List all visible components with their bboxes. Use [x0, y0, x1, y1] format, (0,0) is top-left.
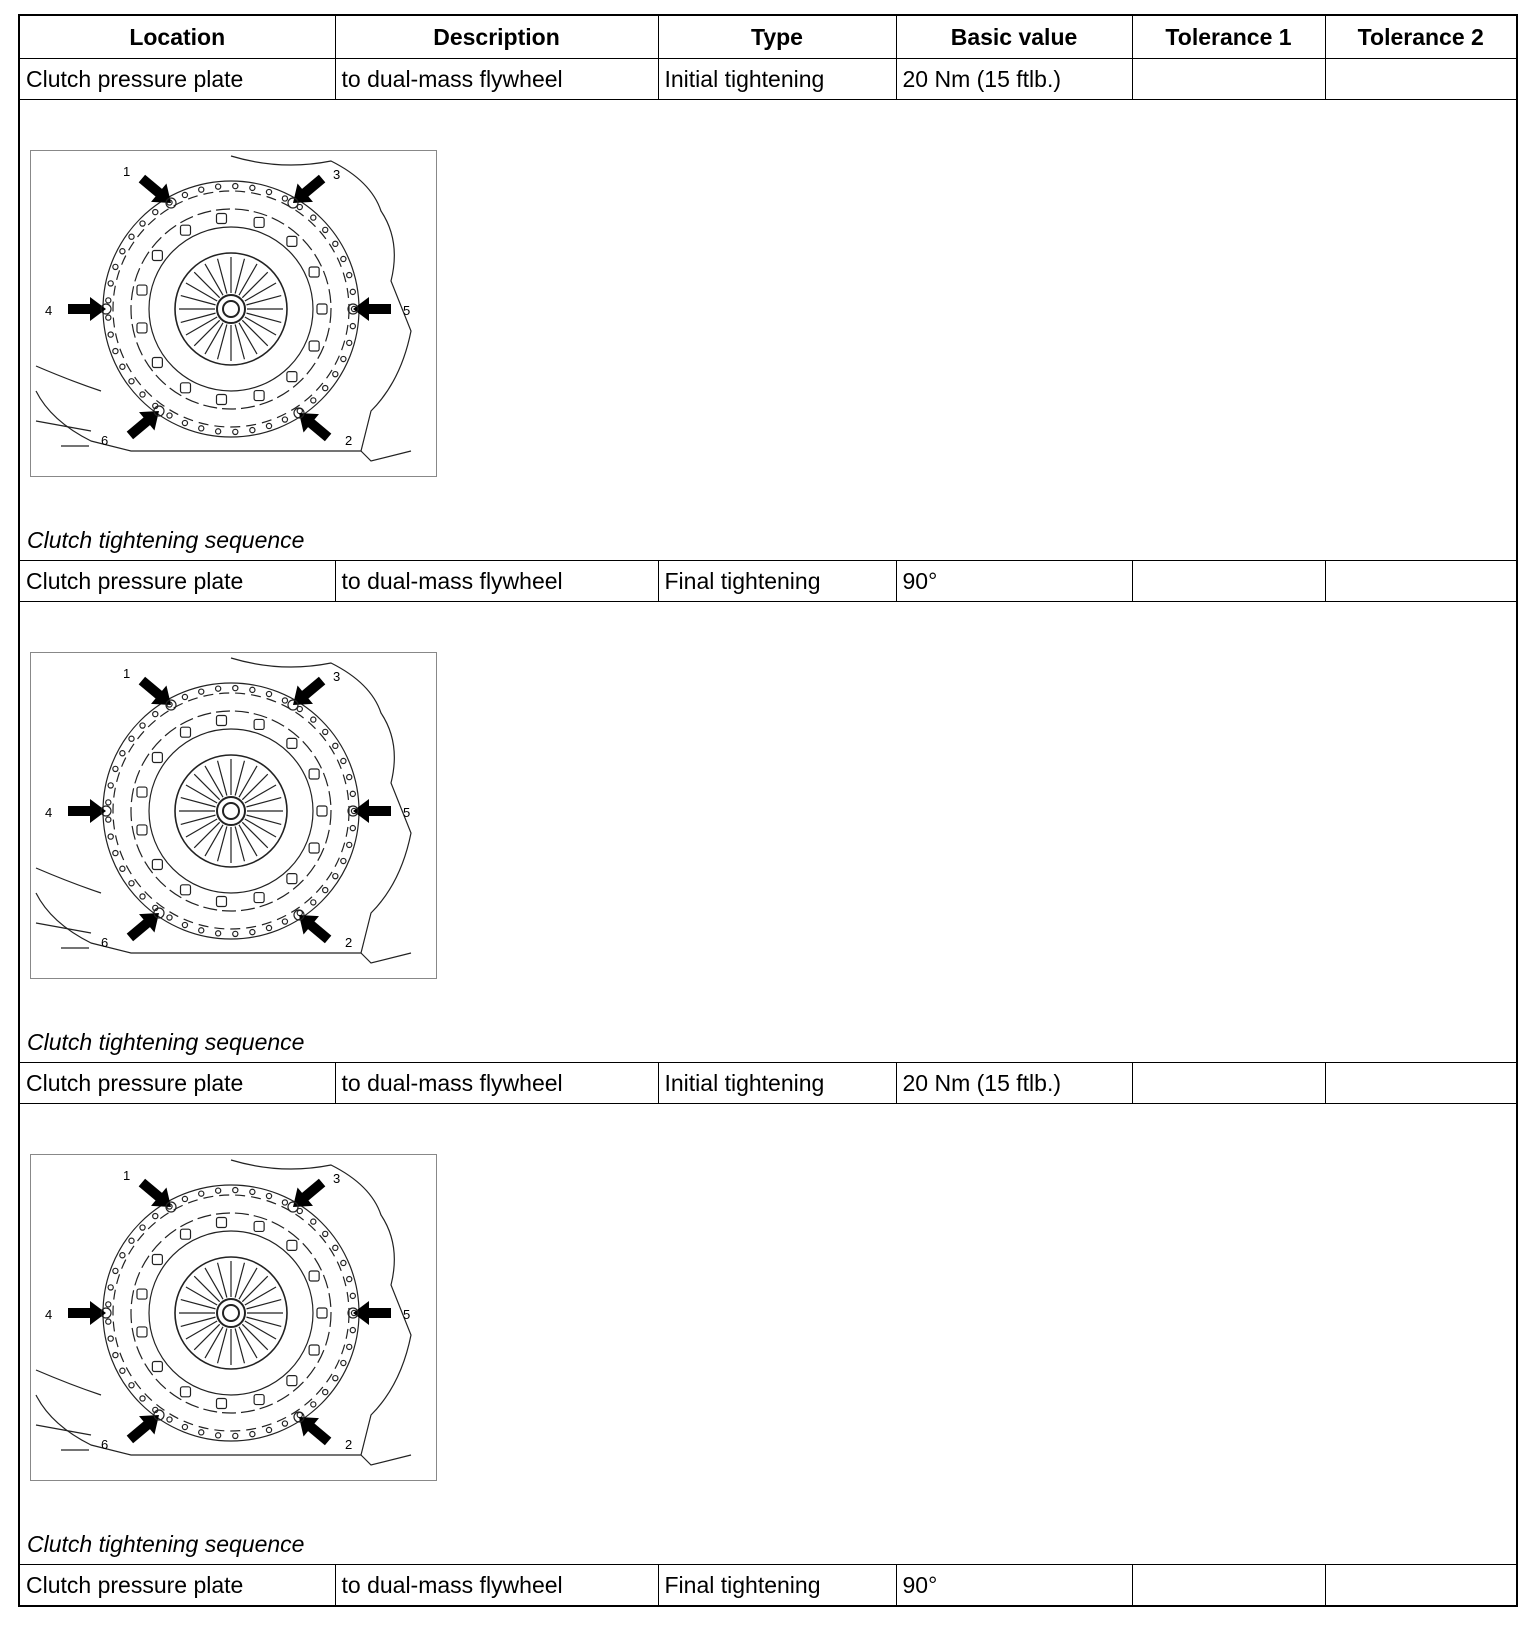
rim-hole [129, 1383, 134, 1388]
arrow-shape [291, 404, 336, 447]
figure-cell [19, 602, 1517, 1063]
rim-hole [350, 791, 355, 796]
cell-description: to dual-mass flywheel [335, 1063, 658, 1104]
table-row [19, 1063, 1517, 1104]
slot [152, 1255, 162, 1265]
plate-ring [149, 1231, 313, 1395]
diaphragm-finger [242, 822, 267, 847]
arrow-shape [122, 904, 167, 947]
slot [309, 341, 319, 351]
bolt-sequence-label: 4 [45, 303, 53, 318]
rim-hole [333, 743, 338, 748]
figure-row [19, 1104, 1517, 1565]
arrow-shape [68, 799, 106, 823]
slot [254, 893, 264, 903]
bolt-sequence-label: 2 [345, 1437, 353, 1452]
slot [181, 383, 191, 393]
slot [287, 1240, 297, 1250]
plate-ring [131, 1213, 331, 1413]
cell-tolerance-2 [1325, 1063, 1517, 1104]
rim-hole [250, 185, 255, 190]
clutch-diagram [30, 150, 437, 477]
rim-hole [199, 426, 204, 431]
bolt-arrow-icon [122, 1406, 167, 1449]
cell-basic-value: 90° [896, 561, 1132, 602]
cell-location: Clutch pressure plate [19, 59, 335, 100]
bolt-icon [288, 198, 298, 208]
clutch-drawing [31, 653, 436, 978]
arrow-shape [134, 671, 179, 714]
figure-caption: Clutch tightening sequence [27, 1531, 305, 1557]
diaphragm-finger [194, 1324, 219, 1349]
rim-hole [140, 1225, 145, 1230]
arrow-shape [68, 1301, 106, 1325]
arrow-shape [291, 906, 336, 949]
bolt-sequence-label: 3 [333, 1171, 341, 1186]
rim-hole [266, 1427, 271, 1432]
slot [137, 285, 147, 295]
cell-type: Final tightening [658, 561, 896, 602]
rim-hole [182, 420, 187, 425]
rim-hole [182, 1424, 187, 1429]
slot [181, 1387, 191, 1397]
rim-hole [311, 900, 316, 905]
bolt-arrow-icon [122, 402, 167, 445]
figure-row [19, 602, 1517, 1063]
header-description: Description [335, 15, 658, 59]
rim-hole [199, 928, 204, 933]
cell-basic-value: 20 Nm (15 ftlb.) [896, 1063, 1132, 1104]
slot [137, 825, 147, 835]
slot [216, 1399, 226, 1409]
plate-ring [131, 209, 331, 409]
hub-inner [223, 803, 239, 819]
rim-hole [350, 826, 355, 831]
rim-hole [113, 1352, 118, 1357]
slot [152, 753, 162, 763]
rim-hole [333, 241, 338, 246]
figure-row [19, 100, 1517, 561]
rim-hole [333, 1245, 338, 1250]
rim-hole [182, 922, 187, 927]
slot [216, 897, 226, 907]
rim-hole [106, 800, 111, 805]
figure-cell [19, 1104, 1517, 1565]
rim-hole [323, 385, 328, 390]
rim-hole [120, 1253, 125, 1258]
rim-hole [282, 1421, 287, 1426]
slot [152, 357, 162, 367]
rim-hole [199, 1191, 204, 1196]
cell-location: Clutch pressure plate [19, 1063, 335, 1104]
rim-hole [182, 192, 187, 197]
housing-lines [36, 868, 411, 963]
diaphragm-finger [194, 822, 219, 847]
slot [254, 391, 264, 401]
diaphragm-finger [242, 774, 267, 799]
bolt-arrow-icon [134, 169, 179, 212]
cell-type: Final tightening [658, 1565, 896, 1607]
rim-hole [311, 215, 316, 220]
bolt-sequence-label: 5 [403, 1307, 411, 1322]
rim-hole [250, 930, 255, 935]
plate-ring [149, 729, 313, 893]
rim-hole [216, 1188, 221, 1193]
rim-hole [167, 413, 172, 418]
slot [254, 1221, 264, 1231]
rim-hole [108, 1336, 113, 1341]
rim-hole [282, 1200, 287, 1205]
housing-lines [36, 366, 411, 461]
clutch-diagram [30, 1154, 437, 1481]
rim-hole [113, 1268, 118, 1273]
rim-hole [129, 736, 134, 741]
slot [137, 787, 147, 797]
hub-inner [223, 301, 239, 317]
diaphragm-finger [242, 320, 267, 345]
bolt-sequence-label: 5 [403, 805, 411, 820]
diaphragm-finger [242, 1276, 267, 1301]
diaphragm-finger [242, 272, 267, 297]
slot [152, 251, 162, 261]
bolt-sequence-label: 1 [123, 1168, 131, 1183]
plate-ring [131, 711, 331, 911]
rim-hole [250, 428, 255, 433]
rim-hole [113, 348, 118, 353]
rim-hole [233, 429, 238, 434]
rim-hole [250, 687, 255, 692]
rim-hole [140, 1396, 145, 1401]
rim-hole [323, 729, 328, 734]
bolt-sequence-label: 3 [333, 669, 341, 684]
rim-hole [153, 1213, 158, 1218]
rim-hole [266, 691, 271, 696]
hub-outer [217, 1299, 245, 1327]
slot [137, 1289, 147, 1299]
rim-hole [333, 372, 338, 377]
rim-hole [250, 1432, 255, 1437]
rim-hole [167, 915, 172, 920]
slot [216, 1217, 226, 1227]
bolt-arrow-icon [134, 671, 179, 714]
rim-hole [311, 1219, 316, 1224]
cell-tolerance-1 [1132, 1565, 1325, 1607]
rim-hole [120, 364, 125, 369]
bolt-icon [288, 700, 298, 710]
table-row [19, 1565, 1517, 1607]
rim-hole [199, 689, 204, 694]
rim-hole [167, 1417, 172, 1422]
cell-type: Initial tightening [658, 59, 896, 100]
cell-type: Initial tightening [658, 1063, 896, 1104]
cell-tolerance-2 [1325, 59, 1517, 100]
rim-hole [106, 1302, 111, 1307]
rim-hole [108, 783, 113, 788]
slot [309, 1345, 319, 1355]
rim-hole [216, 184, 221, 189]
rim-hole [266, 925, 271, 930]
rim-hole [250, 1189, 255, 1194]
rim-hole [106, 298, 111, 303]
plate-ring [103, 683, 359, 939]
rim-hole [350, 289, 355, 294]
rim-hole [347, 842, 352, 847]
rim-hole [333, 1376, 338, 1381]
diaphragm-finger [194, 320, 219, 345]
slot [309, 843, 319, 853]
torque-spec-table [18, 14, 1518, 1607]
rim-hole [323, 887, 328, 892]
slot [317, 806, 327, 816]
bolt-sequence-label: 6 [101, 935, 109, 950]
arrow-shape [134, 169, 179, 212]
rim-hole [140, 723, 145, 728]
bolt-arrow-icon [291, 1408, 336, 1451]
rim-hole [199, 187, 204, 192]
rim-hole [108, 1285, 113, 1290]
bolt-arrow-icon [134, 1173, 179, 1216]
rim-hole [113, 766, 118, 771]
rim-hole [108, 332, 113, 337]
rim-hole [216, 686, 221, 691]
rim-hole [106, 315, 111, 320]
slot [181, 1229, 191, 1239]
bolt-arrow-icon [122, 904, 167, 947]
bolt-arrow-icon [68, 799, 106, 823]
rim-hole [341, 356, 346, 361]
housing-lines [36, 1370, 411, 1465]
bolt-sequence-label: 5 [403, 303, 411, 318]
slot [317, 304, 327, 314]
rim-hole [199, 1430, 204, 1435]
bolt-sequence-label: 6 [101, 433, 109, 448]
diaphragm-finger [194, 1276, 219, 1301]
cell-description: to dual-mass flywheel [335, 59, 658, 100]
slot [181, 885, 191, 895]
slot [152, 859, 162, 869]
bolt-sequence-label: 1 [123, 164, 131, 179]
slot [137, 1327, 147, 1337]
bolt-arrow-icon [68, 1301, 106, 1325]
diaphragm-finger [242, 1324, 267, 1349]
rim-hole [233, 1433, 238, 1438]
table-row [19, 561, 1517, 602]
rim-hole [323, 1231, 328, 1236]
cell-location: Clutch pressure plate [19, 561, 335, 602]
rim-hole [108, 281, 113, 286]
plate-ring [149, 227, 313, 391]
rim-hole [323, 1389, 328, 1394]
slot [216, 395, 226, 405]
rim-hole [140, 392, 145, 397]
bolt-sequence-label: 3 [333, 167, 341, 182]
rim-hole [216, 931, 221, 936]
bolt-sequence-label: 4 [45, 805, 53, 820]
arrow-shape [134, 1173, 179, 1216]
rim-hole [233, 183, 238, 188]
rim-hole [282, 417, 287, 422]
cell-basic-value: 20 Nm (15 ftlb.) [896, 59, 1132, 100]
slot [309, 267, 319, 277]
bolt-sequence-label: 6 [101, 1437, 109, 1452]
diaphragm-finger [194, 774, 219, 799]
cell-tolerance-1 [1132, 59, 1325, 100]
arrow-shape [291, 1408, 336, 1451]
rim-hole [282, 196, 287, 201]
rim-hole [129, 379, 134, 384]
bolt-icon [288, 1202, 298, 1212]
clutch-drawing [31, 151, 436, 476]
header-tolerance-2: Tolerance 2 [1325, 15, 1517, 59]
plate-ring [103, 181, 359, 437]
rim-hole [266, 423, 271, 428]
rim-hole [153, 209, 158, 214]
rim-hole [266, 1193, 271, 1198]
slot [152, 1361, 162, 1371]
bolt-sequence-label: 1 [123, 666, 131, 681]
arrow-shape [122, 1406, 167, 1449]
rim-hole [233, 1187, 238, 1192]
rim-hole [311, 1402, 316, 1407]
rim-hole [350, 324, 355, 329]
rim-hole [282, 919, 287, 924]
rim-hole [347, 272, 352, 277]
slot [287, 874, 297, 884]
figure-cell [19, 100, 1517, 561]
hub-inner [223, 1305, 239, 1321]
hub-outer [217, 797, 245, 825]
clutch-drawing [31, 1155, 436, 1480]
slot [287, 372, 297, 382]
slot [181, 225, 191, 235]
rim-hole [153, 711, 158, 716]
rim-hole [113, 850, 118, 855]
cell-description: to dual-mass flywheel [335, 1565, 658, 1607]
rim-hole [341, 256, 346, 261]
slot [254, 217, 264, 227]
cell-location: Clutch pressure plate [19, 1565, 335, 1607]
rim-hole [341, 1260, 346, 1265]
rim-hole [129, 881, 134, 886]
hub-outer [217, 295, 245, 323]
rim-hole [350, 1293, 355, 1298]
rim-hole [341, 1360, 346, 1365]
bolt-sequence-label: 2 [345, 935, 353, 950]
rim-hole [120, 1368, 125, 1373]
header-type: Type [658, 15, 896, 59]
slot [216, 715, 226, 725]
bolt-arrow-icon [291, 404, 336, 447]
rim-hole [350, 1328, 355, 1333]
rim-hole [233, 931, 238, 936]
slot [317, 1308, 327, 1318]
cell-basic-value: 90° [896, 1565, 1132, 1607]
rim-hole [341, 758, 346, 763]
bolt-sequence-label: 2 [345, 433, 353, 448]
cell-tolerance-1 [1132, 561, 1325, 602]
rim-hole [323, 227, 328, 232]
rim-hole [282, 698, 287, 703]
slot [287, 738, 297, 748]
arrow-shape [68, 297, 106, 321]
rim-hole [347, 774, 352, 779]
bolt-sequence-label: 4 [45, 1307, 53, 1322]
rim-hole [182, 1196, 187, 1201]
header-location: Location [19, 15, 335, 59]
slot [254, 719, 264, 729]
header-tolerance-1: Tolerance 1 [1132, 15, 1325, 59]
cell-tolerance-2 [1325, 561, 1517, 602]
rim-hole [108, 834, 113, 839]
rim-hole [106, 1319, 111, 1324]
plate-ring [113, 191, 349, 427]
figure-caption: Clutch tightening sequence [27, 1029, 305, 1055]
rim-hole [120, 751, 125, 756]
figure-caption: Clutch tightening sequence [27, 527, 305, 553]
slot [137, 323, 147, 333]
cell-tolerance-2 [1325, 1565, 1517, 1607]
slot [254, 1395, 264, 1405]
slot [309, 769, 319, 779]
plate-ring [103, 1185, 359, 1441]
rim-hole [216, 429, 221, 434]
rim-hole [140, 221, 145, 226]
slot [181, 727, 191, 737]
arrow-shape [122, 402, 167, 445]
slot [287, 236, 297, 246]
rim-hole [311, 717, 316, 722]
rim-hole [347, 340, 352, 345]
slot [287, 1376, 297, 1386]
bolt-arrow-icon [68, 297, 106, 321]
rim-hole [341, 858, 346, 863]
rim-hole [129, 234, 134, 239]
rim-hole [333, 874, 338, 879]
rim-hole [120, 249, 125, 254]
rim-hole [347, 1276, 352, 1281]
header-basic-value: Basic value [896, 15, 1132, 59]
clutch-diagram [30, 652, 437, 979]
diaphragm-finger [194, 272, 219, 297]
rim-hole [182, 694, 187, 699]
rim-hole [233, 685, 238, 690]
rim-hole [347, 1344, 352, 1349]
rim-hole [106, 817, 111, 822]
slot [309, 1271, 319, 1281]
slot [216, 213, 226, 223]
rim-hole [216, 1433, 221, 1438]
rim-hole [311, 398, 316, 403]
rim-hole [129, 1238, 134, 1243]
header-row [19, 15, 1517, 59]
bolt-arrow-icon [291, 906, 336, 949]
rim-hole [113, 264, 118, 269]
cell-description: to dual-mass flywheel [335, 561, 658, 602]
rim-hole [266, 189, 271, 194]
rim-hole [140, 894, 145, 899]
cell-tolerance-1 [1132, 1063, 1325, 1104]
table-row [19, 59, 1517, 100]
rim-hole [120, 866, 125, 871]
